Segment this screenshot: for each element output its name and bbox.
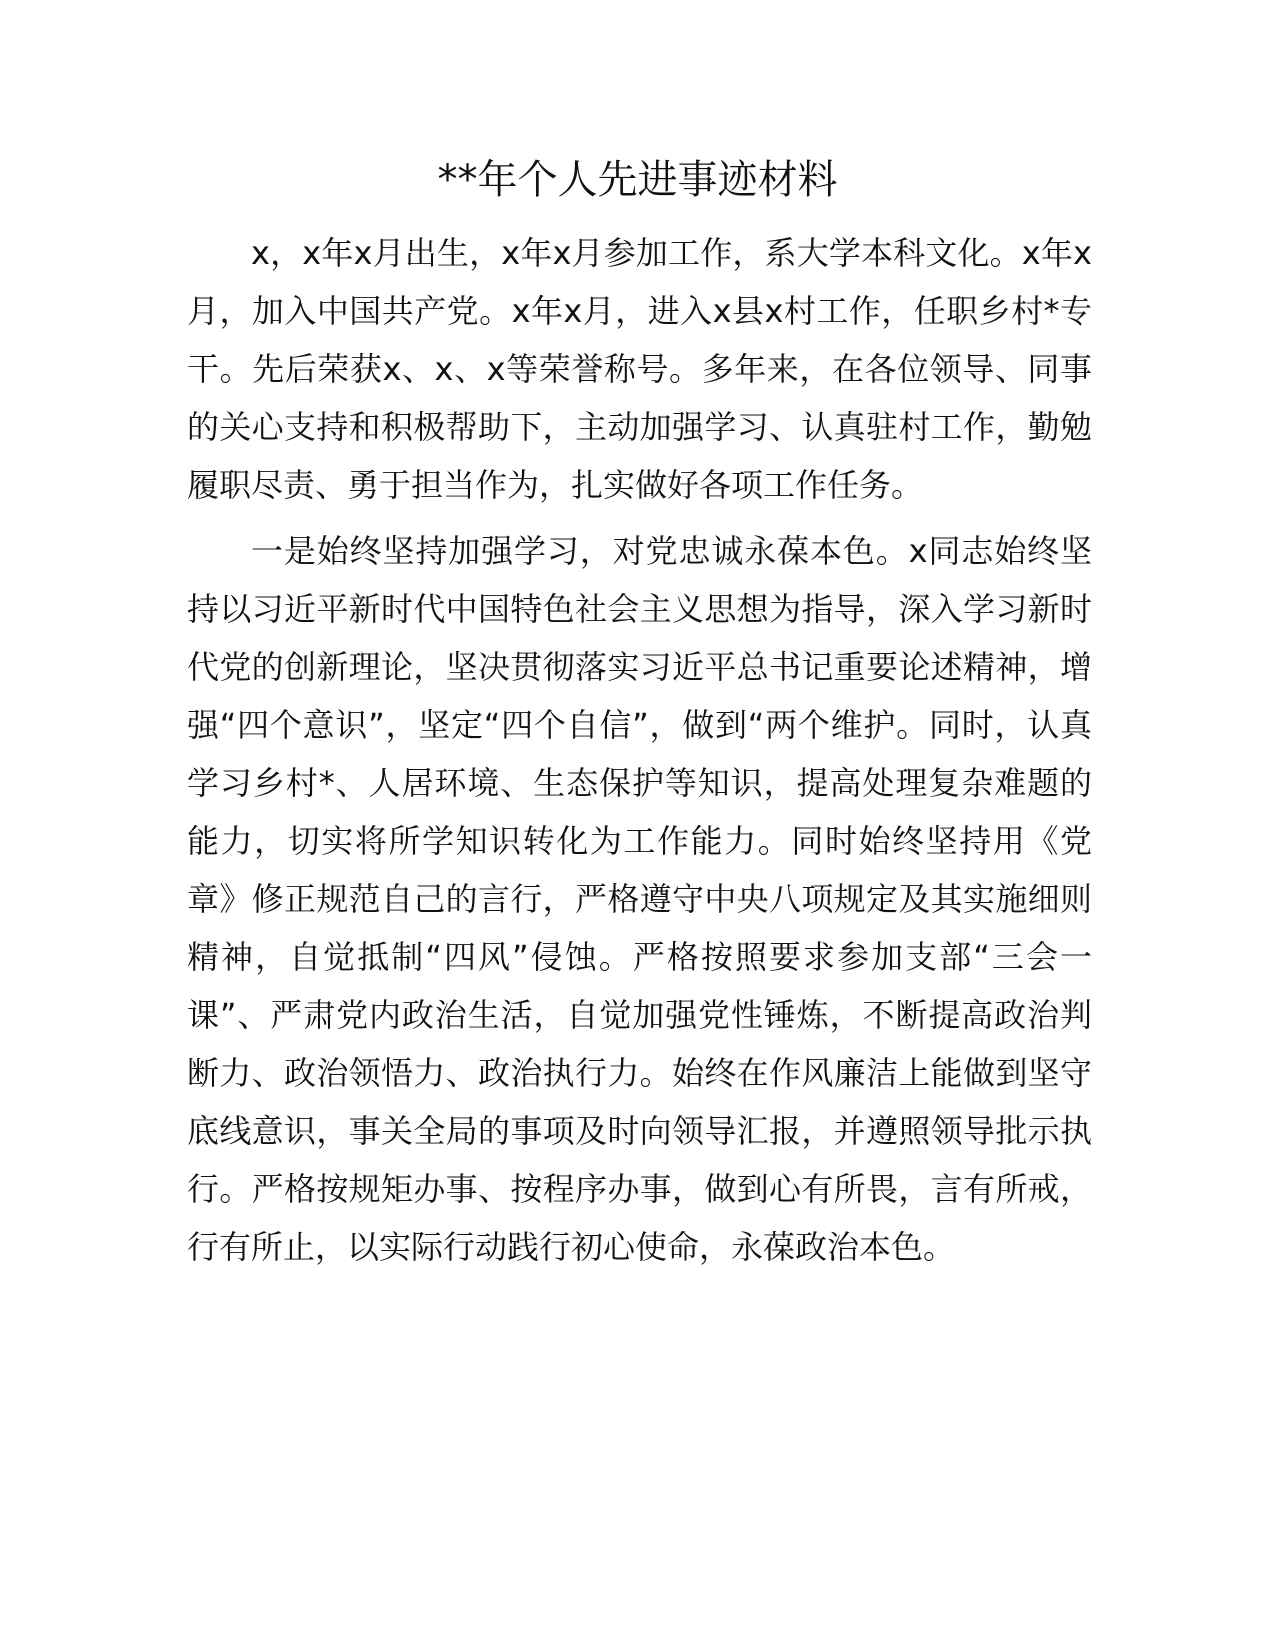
document-title: **年个人先进事迹材料: [437, 157, 838, 203]
paragraph-intro: x，x年x月出生，x年x月参加工作，系大学本科文化。x年x月，加入中国共产党。x年x月，进入x县x村工作，任职乡村*专干。先后荣获x、x、x等荣誉称号。多年来，在各位领导、同事的关心支持和积极帮助下，主动加强学习、认真驻村工作，勤勉履职尽责、勇于担当作为，扎实做好各项工作任务。: [187, 234, 1092, 504]
document-body: [187, 224, 1092, 1284]
paragraph-study: 一是始终坚持加强学习，对党忠诚永葆本色。x同志始终坚持以习近平新时代中国特色社会主义思想为指导，深入学习新时代党的创新理论，坚决贯彻落实习近平总书记重要论述精神，增强“四个意识”，坚定“四个自信”，做到“两个维护。同时，认真学习乡村*、人居环境、生态保护等知识，提高处理复杂难题的能力，切实将所学知识转化为工作能力。同时始终坚持用《党章》修正规范自己的言行，严格遵守中央八项规定及其实施细则精神，自觉抵制“四风”侵蚀。严格按照要求参加支部“三会一课”、严肃党内政治生活，自觉加强党性锤炼，不断提高政治判断力、政治领悟力、政治执行力。始终在作风廉洁上能做到坚守底线意识，事关全局的事项及时向领导汇报，并遵照领导批示执行。严格按规矩办事、按程序办事，做到心有所畏，言有所戒，行有所止，以实际行动践行初心使命，永葆政治本色。: [187, 532, 1092, 1266]
